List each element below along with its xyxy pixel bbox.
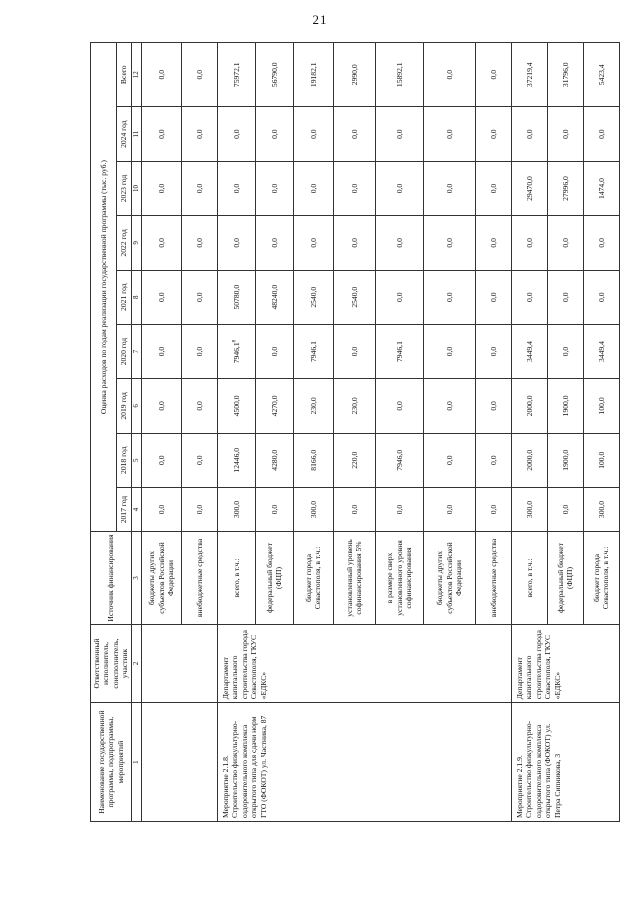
- value-text: 0,0: [194, 70, 204, 80]
- year-value-cell: [141, 216, 181, 270]
- year-value-cell: [181, 379, 217, 433]
- value-text: 29470,0: [524, 176, 534, 201]
- value-text: 4500,0: [231, 395, 241, 417]
- value-text: 75972,1: [231, 62, 241, 88]
- value-text: 0,0: [560, 238, 570, 248]
- year-value-cell: [375, 379, 423, 433]
- year-value-cell: [255, 107, 293, 161]
- year-value-cell: [141, 379, 181, 433]
- year-value-cell: [181, 433, 217, 487]
- value-text: 4280,0: [269, 449, 279, 471]
- total-cell: [255, 43, 293, 108]
- column-index: 9: [131, 216, 141, 270]
- year-value-cell: [547, 216, 583, 270]
- value-text: 0,0: [488, 292, 498, 302]
- funding-source-cell: всего, в т.ч.:: [217, 532, 255, 625]
- value-text: 230,0: [349, 397, 359, 415]
- value-text: 0,0: [524, 292, 534, 302]
- value-text: 230,0: [308, 397, 318, 415]
- year-value-cell: [547, 161, 583, 215]
- value-text: 0,0: [444, 346, 454, 357]
- year-value-cell: [141, 487, 181, 531]
- value-text: 0,0: [156, 238, 166, 248]
- year-value-cell: [511, 107, 547, 161]
- value-text: 0,0: [444, 129, 454, 139]
- year-value-cell: [547, 324, 583, 378]
- header-year: 2024 год: [116, 107, 131, 161]
- executor-cell: [141, 624, 217, 702]
- year-value-cell: [181, 487, 217, 531]
- value-text: 0,0: [488, 401, 498, 411]
- year-value-cell: [375, 216, 423, 270]
- value-text: 0,0: [194, 238, 204, 248]
- value-text: 0,0: [269, 129, 279, 139]
- funding-source-cell: бюджет города Севастополя, в т.ч.:: [293, 532, 333, 625]
- year-value-cell: [511, 487, 547, 531]
- year-value-cell: [423, 161, 475, 215]
- year-value-cell: [511, 216, 547, 270]
- header-estimate: Оценка расходов по годам реализации государственной программы (тыс. руб.): [91, 43, 117, 532]
- year-value-cell: [181, 161, 217, 215]
- total-cell: [475, 43, 511, 108]
- header-year: 2018 год: [116, 433, 131, 487]
- value-text: 0,0: [269, 504, 279, 515]
- value-text: 0,0: [194, 183, 204, 194]
- value-text: 5423,4: [596, 64, 606, 86]
- year-value-cell: [181, 216, 217, 270]
- activity-name-cell: Мероприятие 2.1.8. Строительство физкультурно-оздоровительного комплекса открытого типа для сдачи норм ГТО (ФОКОТ) ул. Частника, 87: [217, 703, 511, 822]
- activity-name-cell: [141, 703, 217, 822]
- total-cell: [547, 43, 583, 108]
- year-value-cell: [293, 216, 333, 270]
- value-text: 0,0: [596, 129, 606, 139]
- column-index: 8: [131, 270, 141, 324]
- year-value-cell: [475, 379, 511, 433]
- year-value-cell: [511, 433, 547, 487]
- year-value-cell: [583, 107, 619, 161]
- value-text: 0,0: [156, 504, 166, 515]
- year-value-cell: [475, 270, 511, 324]
- year-value-cell: [423, 324, 475, 378]
- value-text: 0,0: [156, 346, 166, 357]
- year-value-cell: [217, 107, 255, 161]
- value-text: 0,0: [194, 292, 204, 302]
- year-value-cell: [547, 107, 583, 161]
- value-text: 2000,0: [524, 449, 534, 471]
- value-text: 300,0: [231, 501, 241, 519]
- value-text: 7946,1: [231, 342, 241, 364]
- year-value-cell: [375, 107, 423, 161]
- value-text: 7946,1: [308, 341, 318, 362]
- value-text: 0,0: [560, 346, 570, 357]
- column-index: 10: [131, 161, 141, 215]
- value-text: 0,0: [488, 504, 498, 515]
- value-text: 1474,0: [596, 178, 606, 199]
- value-text: 0,0: [444, 401, 454, 411]
- value-text: 4270,0: [269, 395, 279, 417]
- value-text: 0,0: [156, 455, 166, 465]
- year-value-cell: [547, 433, 583, 487]
- header-year: 2023 год: [116, 161, 131, 215]
- value-text: 2990,0: [349, 64, 359, 86]
- year-value-cell: [423, 107, 475, 161]
- value-text: 37219,4: [524, 62, 534, 88]
- year-value-cell: [423, 270, 475, 324]
- value-text: 8166,0: [308, 449, 318, 471]
- value-text: 0,0: [231, 183, 241, 194]
- value-text: 0,0: [394, 129, 404, 139]
- year-value-cell: [333, 216, 375, 270]
- year-value-cell: [181, 270, 217, 324]
- total-cell: [217, 43, 255, 108]
- year-value-cell: [333, 270, 375, 324]
- value-text: 0,0: [488, 129, 498, 139]
- header-total: Всего: [116, 43, 131, 108]
- value-text: 0,0: [349, 183, 359, 194]
- year-value-cell: [293, 107, 333, 161]
- year-value-cell: [293, 379, 333, 433]
- year-value-cell: [255, 216, 293, 270]
- total-cell: [423, 43, 475, 108]
- value-text: 0,0: [156, 183, 166, 194]
- value-text: 0,0: [194, 346, 204, 357]
- executor-cell: Департамент капитального строительства города Севастополя, ГКУС «ЕДКС»: [217, 624, 511, 702]
- table-body: [141, 43, 619, 822]
- total-cell: [375, 43, 423, 108]
- value-text: 100,0: [596, 397, 606, 415]
- year-value-cell: [583, 379, 619, 433]
- value-text: 0,0: [349, 504, 359, 515]
- value-text: 300,0: [308, 501, 318, 519]
- funding-source-cell: всего, в т.ч.:: [511, 532, 547, 625]
- table-row: [511, 43, 547, 822]
- year-value-cell: [181, 324, 217, 378]
- value-text: 1900,0: [560, 449, 570, 471]
- total-cell: [583, 43, 619, 108]
- value-text: 0,0: [349, 346, 359, 357]
- year-value-cell: [375, 270, 423, 324]
- value-text: 0,0: [524, 129, 534, 139]
- value-text: 0,0: [231, 238, 241, 248]
- funding-source-cell: в размере сверх установленного уровня софинансирования: [375, 532, 423, 625]
- value-text: 56790,0: [269, 62, 279, 88]
- value-text: 0,0: [194, 401, 204, 411]
- year-value-cell: [375, 433, 423, 487]
- year-value-cell: [475, 433, 511, 487]
- year-value-cell: [293, 161, 333, 215]
- year-value-cell: [547, 379, 583, 433]
- year-value-cell: [255, 270, 293, 324]
- value-text: 0,0: [488, 70, 498, 80]
- value-text: 0,0: [349, 129, 359, 139]
- funding-source-cell: установленный уровень софинансирования 5%: [333, 532, 375, 625]
- total-cell: [141, 43, 181, 108]
- year-value-cell: [423, 433, 475, 487]
- year-value-cell: [217, 324, 255, 378]
- footnote-marker: 8: [232, 339, 238, 343]
- value-text: 27996,0: [560, 176, 570, 201]
- year-value-cell: [511, 270, 547, 324]
- year-value-cell: [511, 324, 547, 378]
- total-cell: [293, 43, 333, 108]
- value-text: 0,0: [488, 238, 498, 248]
- column-index: 11: [131, 107, 141, 161]
- header-year: 2021 год: [116, 270, 131, 324]
- year-value-cell: [511, 161, 547, 215]
- year-value-cell: [475, 324, 511, 378]
- year-value-cell: [511, 379, 547, 433]
- total-cell: [333, 43, 375, 108]
- column-index: 7: [131, 324, 141, 378]
- value-text: 0,0: [269, 183, 279, 194]
- year-value-cell: [375, 161, 423, 215]
- year-value-cell: [583, 433, 619, 487]
- value-text: 0,0: [156, 70, 166, 80]
- year-value-cell: [375, 487, 423, 531]
- value-text: 0,0: [156, 129, 166, 139]
- year-value-cell: [583, 270, 619, 324]
- year-value-cell: [293, 433, 333, 487]
- value-text: 0,0: [394, 183, 404, 194]
- value-text: 0,0: [444, 504, 454, 515]
- header-executor: Ответственный исполнитель, соисполнитель, участник: [91, 624, 132, 702]
- value-text: 300,0: [596, 501, 606, 519]
- value-text: 300,0: [524, 501, 534, 519]
- value-text: 0,0: [560, 129, 570, 139]
- funding-source-cell: федеральный бюджет (ФЦП): [255, 532, 293, 625]
- year-value-cell: [293, 487, 333, 531]
- year-value-cell: [333, 487, 375, 531]
- year-value-cell: [333, 324, 375, 378]
- value-text: 0,0: [156, 292, 166, 302]
- year-value-cell: [141, 270, 181, 324]
- value-text: 0,0: [269, 346, 279, 357]
- year-value-cell: [475, 487, 511, 531]
- value-text: 19182,1: [308, 62, 318, 88]
- year-value-cell: [217, 433, 255, 487]
- table-row: [217, 43, 255, 822]
- year-value-cell: [475, 216, 511, 270]
- year-value-cell: [333, 107, 375, 161]
- value-text: 50780,0: [231, 284, 241, 310]
- column-index: 3: [131, 532, 141, 625]
- year-value-cell: [181, 107, 217, 161]
- value-text: 0,0: [156, 401, 166, 411]
- value-text: 0,0: [560, 504, 570, 515]
- funding-source-cell: внебюджетные средства: [475, 532, 511, 625]
- year-value-cell: [217, 379, 255, 433]
- page-number: 21: [312, 12, 328, 27]
- value-text: 0,0: [394, 504, 404, 515]
- value-text: 0,0: [596, 292, 606, 302]
- year-value-cell: [141, 161, 181, 215]
- year-value-cell: [583, 161, 619, 215]
- funding-source-cell: бюджеты других субъектов Российской Федерации: [423, 532, 475, 625]
- year-value-cell: [333, 379, 375, 433]
- year-value-cell: [255, 487, 293, 531]
- value-text: 0,0: [394, 238, 404, 248]
- funding-source-cell: бюджет города Севастополя, в т.ч.:: [583, 532, 619, 625]
- value-text: 15892,1: [394, 62, 404, 88]
- value-text: 2000,0: [524, 395, 534, 417]
- year-value-cell: [423, 216, 475, 270]
- value-text: 0,0: [488, 455, 498, 465]
- value-text: 7946,0: [394, 449, 404, 471]
- year-value-cell: [583, 216, 619, 270]
- year-value-cell: [547, 487, 583, 531]
- value-text: 0,0: [488, 346, 498, 357]
- year-value-cell: [375, 324, 423, 378]
- value-text: 0,0: [308, 129, 318, 139]
- year-value-cell: [255, 379, 293, 433]
- executor-cell: Департамент капитального строительства города Севастополя, ГКУС «ЕДКС»: [511, 624, 619, 702]
- value-text: 0,0: [308, 238, 318, 248]
- year-value-cell: [293, 270, 333, 324]
- column-index: 1: [131, 703, 141, 822]
- year-value-cell: [293, 324, 333, 378]
- column-index: 6: [131, 379, 141, 433]
- year-value-cell: [423, 379, 475, 433]
- funding-source-cell: внебюджетные средства: [181, 532, 217, 625]
- year-value-cell: [255, 324, 293, 378]
- year-value-cell: [333, 161, 375, 215]
- value-text: 0,0: [444, 292, 454, 302]
- value-text: 0,0: [308, 183, 318, 194]
- value-text: 1900,0: [560, 395, 570, 417]
- value-text: 0,0: [524, 238, 534, 248]
- value-text: 0,0: [349, 238, 359, 248]
- header-year: 2022 год: [116, 216, 131, 270]
- value-text: 0,0: [394, 401, 404, 411]
- column-index: 12: [131, 43, 141, 108]
- year-value-cell: [141, 433, 181, 487]
- header-year: 2019 год: [116, 379, 131, 433]
- value-text: 2540,0: [349, 286, 359, 308]
- year-value-cell: [255, 161, 293, 215]
- value-text: 0,0: [444, 70, 454, 80]
- year-value-cell: [547, 270, 583, 324]
- value-text: 0,0: [596, 238, 606, 248]
- column-index: 2: [131, 624, 141, 702]
- value-text: 3449,4: [596, 341, 606, 362]
- column-index: 5: [131, 433, 141, 487]
- year-value-cell: [141, 107, 181, 161]
- year-value-cell: [217, 487, 255, 531]
- year-value-cell: [475, 161, 511, 215]
- year-value-cell: [583, 487, 619, 531]
- value-text: 7946,1: [394, 341, 404, 362]
- value-text: 0,0: [194, 129, 204, 139]
- value-text: 0,0: [394, 292, 404, 302]
- value-text: 0,0: [444, 455, 454, 465]
- year-value-cell: [583, 324, 619, 378]
- value-text: 0,0: [231, 129, 241, 139]
- value-text: 0,0: [194, 455, 204, 465]
- year-value-cell: [217, 216, 255, 270]
- header-source: Источник финансирования: [91, 532, 132, 625]
- budget-table-rotated: [90, 42, 611, 822]
- year-value-cell: [255, 433, 293, 487]
- total-cell: [511, 43, 547, 108]
- activity-name-cell: Мероприятие 2.1.9. Строительство физкультурно-оздоровительного комплекса открытого типа (ФОКОТ) ул. Петра Сипникова, 3: [511, 703, 619, 822]
- value-text: 3449,4: [524, 341, 534, 362]
- year-value-cell: [217, 270, 255, 324]
- year-value-cell: [333, 433, 375, 487]
- column-index: 4: [131, 487, 141, 531]
- budget-table: [90, 42, 620, 822]
- year-value-cell: [423, 487, 475, 531]
- value-text: 0,0: [444, 183, 454, 194]
- value-text: 12446,0: [231, 447, 241, 473]
- header-year: 2020 год: [116, 324, 131, 378]
- table-row: [141, 43, 181, 822]
- year-value-cell: [475, 107, 511, 161]
- value-text: 31796,0: [560, 62, 570, 88]
- value-text: 0,0: [194, 504, 204, 515]
- value-text: 220,0: [349, 451, 359, 469]
- funding-source-cell: федеральный бюджет (ФЦП): [547, 532, 583, 625]
- value-text: 0,0: [488, 183, 498, 194]
- year-value-cell: [217, 161, 255, 215]
- funding-source-cell: бюджеты других субъектов Российской Федерации: [141, 532, 181, 625]
- value-text: 0,0: [444, 238, 454, 248]
- value-text: 48240,0: [269, 284, 279, 310]
- total-cell: [181, 43, 217, 108]
- header-name: Наименование государственной программы, подпрограммы, мероприятий: [91, 703, 132, 822]
- year-value-cell: [141, 324, 181, 378]
- value-text: 0,0: [560, 292, 570, 302]
- value-text: 0,0: [269, 238, 279, 248]
- header-year: 2017 год: [116, 487, 131, 531]
- value-text: 100,0: [596, 451, 606, 469]
- value-text: 2540,0: [308, 286, 318, 308]
